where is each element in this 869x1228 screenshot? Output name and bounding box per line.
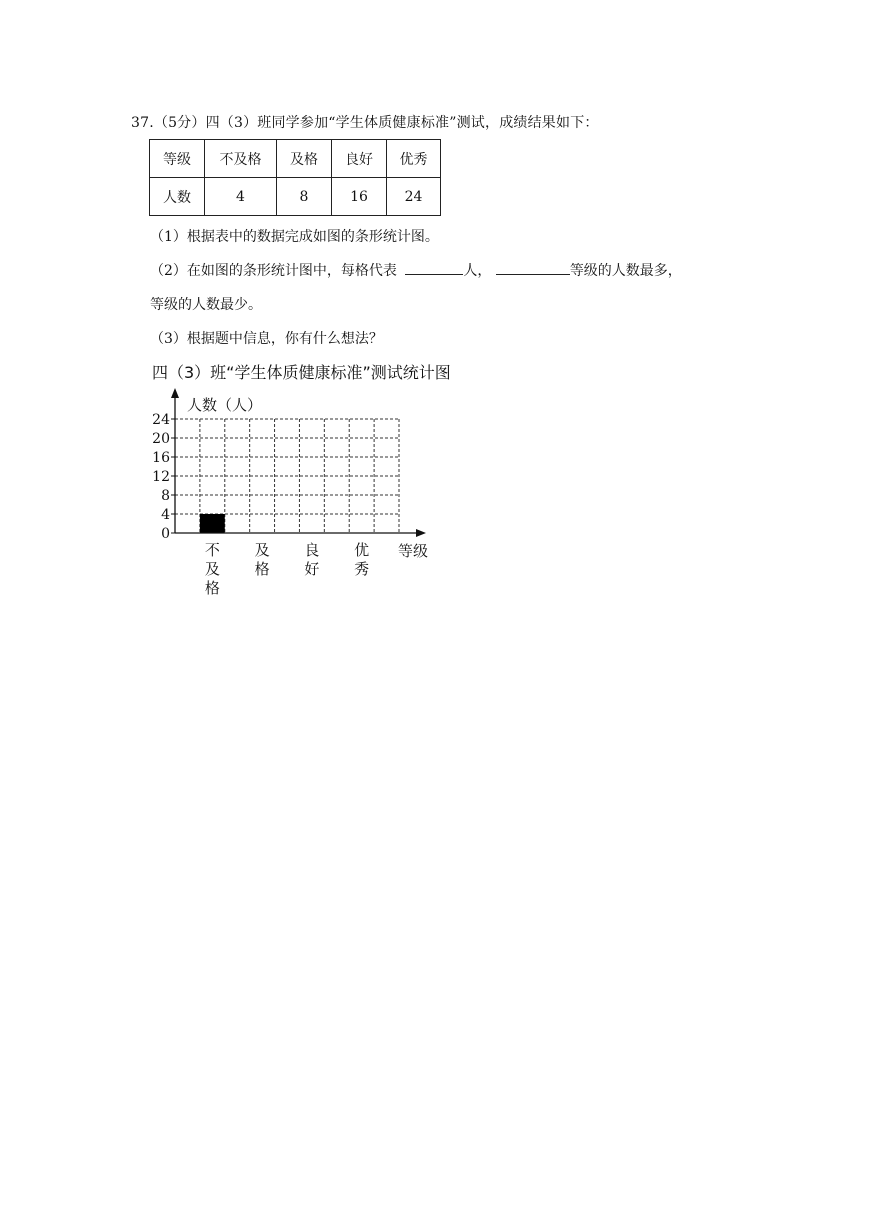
y-axis-arrow (171, 388, 179, 398)
x-tick-label: 及 (254, 541, 270, 559)
y-tick-label: 24 (152, 412, 170, 428)
x-tick-label: 优 (354, 541, 370, 559)
y-tick-label: 12 (152, 469, 170, 485)
y-tick-label: 4 (161, 507, 170, 523)
table-cell: 良好 (332, 140, 387, 178)
x-tick-label: 好 (304, 560, 320, 578)
y-tick-label: 16 (152, 450, 170, 466)
part-2-text-a: （2）在如图的条形统计图中，每格代表 (150, 263, 397, 279)
table-cell: 4 (205, 178, 277, 216)
table-header-row (150, 140, 441, 178)
y-axis-label: 人数（人） (187, 396, 263, 414)
question-title: 37.（5分）四（3）班同学参加“学生体质健康标准”测试，成绩结果如下： (131, 115, 599, 131)
table-cell: 16 (332, 178, 387, 216)
grade-table (149, 139, 441, 216)
table-cell: 等级 (150, 140, 205, 178)
x-tick-label: 不 (204, 541, 220, 559)
table-cell: 人数 (150, 178, 205, 216)
answer-blank-most[interactable] (496, 260, 570, 275)
bar (200, 514, 225, 533)
table-cell: 及格 (277, 140, 332, 178)
part-2-line (150, 260, 682, 280)
y-tick-label: 20 (152, 431, 170, 447)
part-3-text: （3）根据题中信息，你有什么想法？ (150, 331, 383, 347)
x-tick-label: 良 (304, 541, 320, 559)
chart-title: 四（3）班“学生体质健康标准”测试统计图 (152, 363, 451, 382)
x-tick-label: 格 (254, 560, 270, 578)
bar-chart (147, 386, 467, 598)
answer-blank-per-cell[interactable] (405, 260, 463, 275)
x-tick-label: 格 (204, 579, 220, 597)
table-cell: 24 (387, 178, 441, 216)
table-cell: 不及格 (205, 140, 277, 178)
part-2-text-d: 等级的人数最少。 (150, 297, 262, 313)
table-row (150, 178, 441, 216)
y-tick-label: 8 (161, 488, 170, 504)
x-axis-arrow (416, 529, 426, 537)
part-1-text: （1）根据表中的数据完成如图的条形统计图。 (150, 229, 439, 245)
part-2-text-c: 等级的人数最多， (569, 263, 682, 279)
chart-bars (200, 514, 225, 533)
x-tick-label: 及 (204, 560, 220, 578)
y-tick-label: 0 (161, 526, 170, 542)
table-cell: 优秀 (387, 140, 441, 178)
y-ticks (152, 412, 175, 542)
x-axis-label: 等级 (398, 542, 429, 560)
x-tick-label: 秀 (354, 560, 370, 578)
x-ticks (205, 541, 369, 597)
part-2-text-b: 人， (463, 263, 492, 279)
table-cell: 8 (277, 178, 332, 216)
